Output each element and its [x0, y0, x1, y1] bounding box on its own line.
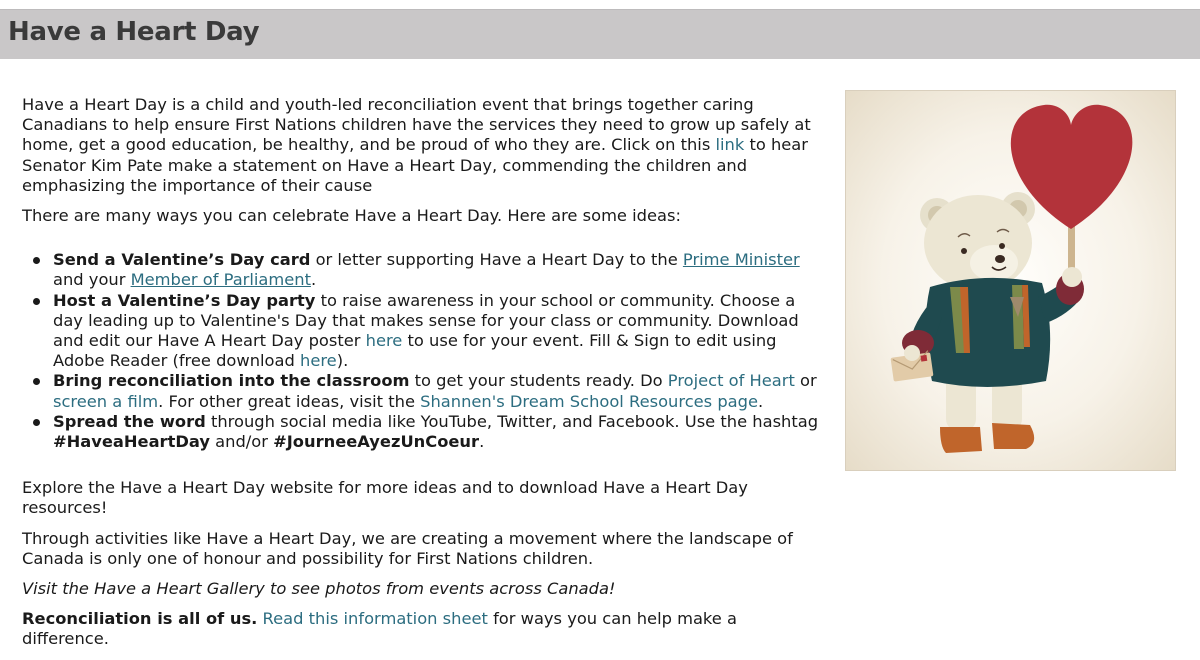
idea-text: and/or — [209, 432, 274, 452]
prime-minister-link[interactable]: Prime Minister — [682, 250, 800, 270]
idea-text: or — [794, 371, 817, 391]
idea-text: or letter supporting Have a Heart Day to the — [310, 250, 683, 270]
idea-text: to get your students ready. Do — [409, 371, 668, 391]
movement-paragraph: Through activities like Have a Heart Day, we are creating a movement where the landscape of Canada is only one of honour and possibility for First Nations children. — [22, 528, 793, 568]
list-item — [22, 250, 827, 290]
envelope-stamp — [921, 355, 928, 362]
closing-bold: Reconciliation is all of us. — [22, 609, 258, 629]
closing-paragraph — [22, 609, 827, 649]
bear-snout — [970, 245, 1018, 281]
idea-text: to use for your event. Fill & Sign to edit using Adobe Reader (free download — [53, 331, 777, 371]
hashtag: #HaveaHeartDay — [53, 432, 210, 452]
idea-text: . — [479, 432, 485, 452]
intro-text-end: to hear Senator Kim Pate make a statement on Have a Heart Day, commending the children and emphasizing the importance of their cause — [22, 135, 808, 195]
page-title: Have a Heart Day — [8, 17, 260, 47]
idea-text: and your — [53, 270, 131, 290]
bear-paw-left — [904, 345, 920, 361]
idea-text: . For other great ideas, visit the — [158, 391, 421, 411]
ideas-list — [22, 250, 827, 452]
bear-with-heart-balloon-icon — [846, 91, 1177, 472]
main-content — [22, 95, 827, 660]
idea-text: . — [310, 270, 317, 290]
adobe-here-link[interactable]: here — [300, 351, 337, 371]
idea-title: Host a Valentine’s Day party — [53, 290, 316, 310]
hashtag: #JourneeAyezUnCoeur — [273, 432, 480, 452]
bear-eye-right — [999, 243, 1005, 249]
idea-title: Send a Valentine’s Day card — [53, 250, 311, 270]
information-sheet-link[interactable]: Read this information sheet — [262, 609, 488, 629]
list-item — [22, 291, 827, 372]
bear-head — [924, 195, 1032, 291]
idea-title: Bring reconciliation into the classroom — [53, 371, 410, 391]
member-of-parliament-link[interactable]: Member of Parliament — [130, 270, 311, 290]
bear-boot-right — [992, 423, 1034, 449]
explore-paragraph: Explore the Have a Heart Day website for more ideas and to download Have a Heart Day resources! — [22, 478, 748, 518]
screen-a-film-link[interactable]: screen a film — [53, 391, 159, 411]
idea-title: Spread the word — [53, 411, 206, 431]
gallery-text: Visit the Have a Heart Gallery to see photos from events across Canada! — [22, 579, 616, 599]
poster-here-link[interactable]: here — [365, 331, 403, 351]
bear-eye-left — [961, 248, 967, 254]
school-resources-link[interactable]: Shannen's Dream School Resources page — [420, 391, 758, 411]
bear-paw-right — [1062, 267, 1082, 287]
idea-text: ). — [336, 351, 349, 371]
list-item — [22, 371, 827, 411]
bear-heart-illustration — [845, 90, 1176, 471]
bear-boot-left — [940, 427, 982, 453]
project-of-heart-link[interactable]: Project of Heart — [667, 371, 795, 391]
gallery-paragraph — [22, 579, 827, 599]
idea-text: . — [758, 391, 764, 411]
intro-text: Have a Heart Day is a child and youth-led reconciliation event that brings together caring Canadians to help ensure First Nations children have the services they need to grow up safely at home, get a good education, be healthy, and be proud of who they are. Click on this — [22, 95, 811, 155]
idea-text: through social media like YouTube, Twitter, and Facebook. Use the hashtag — [205, 411, 819, 431]
ways-paragraph: There are many ways you can celebrate Have a Heart Day. Here are some ideas: — [22, 206, 681, 226]
list-item — [22, 412, 827, 452]
bear-nose — [995, 255, 1005, 263]
bear-sweater — [925, 278, 1050, 387]
closing-text: for ways you can help make a difference. — [22, 609, 737, 649]
intro-paragraph — [22, 95, 827, 196]
idea-text: to raise awareness in your school or community. Choose a day leading up to Valentine's Day that makes sense for your class or community. Download and edit our Have A Heart Day poster — [53, 290, 799, 351]
page-header — [0, 9, 1200, 59]
senator-link[interactable]: link — [715, 135, 745, 155]
